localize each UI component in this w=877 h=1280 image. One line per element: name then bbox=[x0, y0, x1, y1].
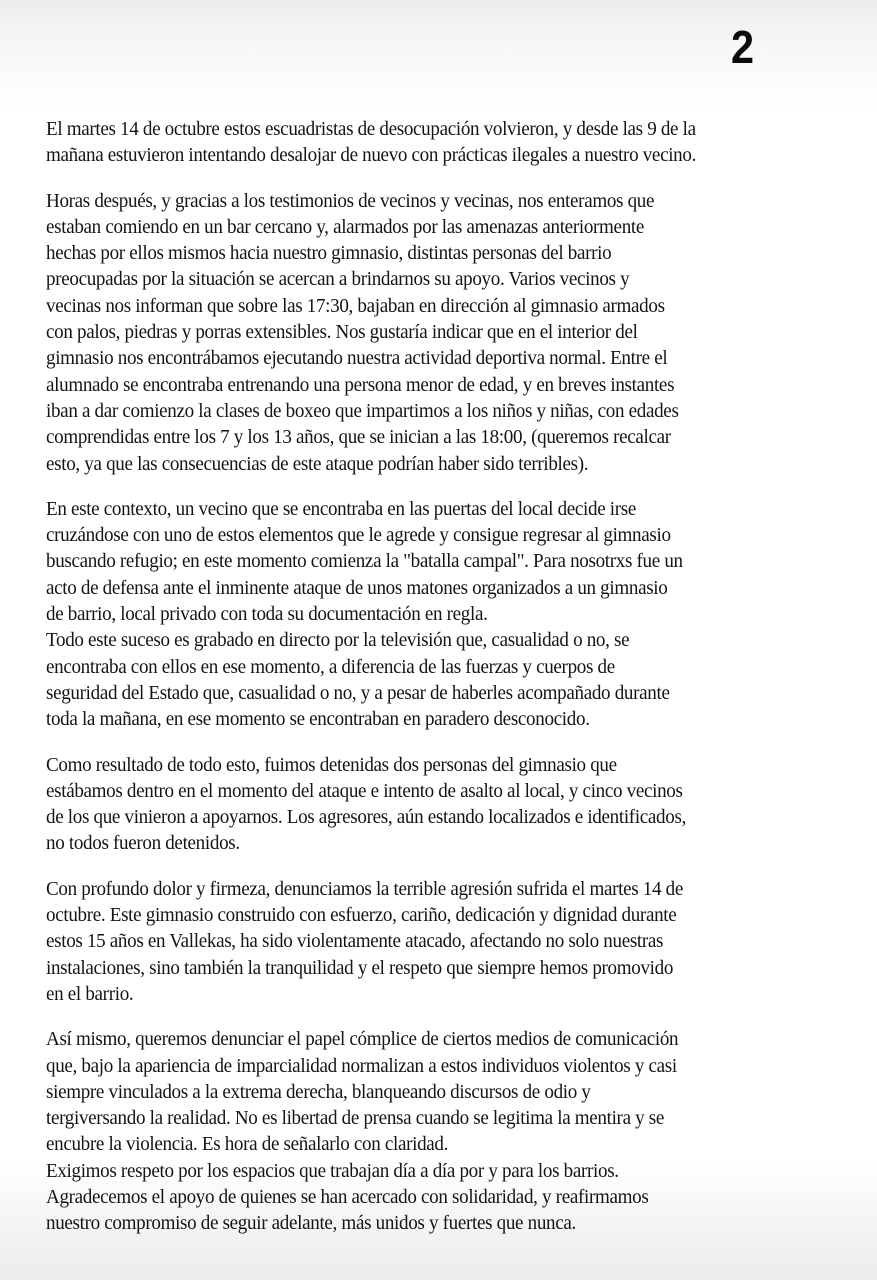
paragraph-result bbox=[46, 752, 846, 857]
text-line: que, bajo la apariencia de imparcialidad normalizan a estos individuos violentos y casi bbox=[46, 1054, 677, 1077]
text-line: buscando refugio; en este momento comienza la "batalla campal". Para nosotrxs fue un bbox=[46, 550, 683, 573]
text-line: Agradecemos el apoyo de quienes se han acercado con solidaridad, y reafirmamos bbox=[46, 1185, 649, 1208]
text-line: Horas después, y gracias a los testimonios de vecinos y vecinas, nos enteramos que bbox=[46, 189, 655, 212]
text-line: Con profundo dolor y firmeza, denunciamos la terrible agresión sufrida el martes 14 de bbox=[46, 877, 683, 900]
text-line: iban a dar comienzo la clases de boxeo que impartimos a los niños y niñas, con edades bbox=[46, 399, 679, 422]
text-line: El martes 14 de octubre estos escuadristas de desocupación volvieron, y desde las 9 de la bbox=[46, 118, 696, 140]
text-line: encubre la violencia. Es hora de señalarlo con claridad. bbox=[46, 1133, 449, 1156]
text-line: octubre. Este gimnasio construido con esfuerzo, cariño, dedicación y dignidad durante bbox=[46, 904, 677, 927]
paragraph-testimonies bbox=[46, 188, 846, 477]
text-line: estaban comiendo en un bar cercano y, alarmados por las amenazas anteriormente bbox=[46, 215, 645, 238]
text-line: En este contexto, un vecino que se encontraba en las puertas del local decide irse bbox=[46, 497, 637, 520]
text-line: estábamos dentro en el momento del ataque e intento de asalto al local, y cinco vecinos bbox=[46, 779, 683, 802]
document-body bbox=[46, 116, 846, 1256]
text-line: siempre vinculados a la extrema derecha, blanqueando discursos de odio y bbox=[46, 1080, 591, 1103]
text-line: gimnasio nos encontrábamos ejecutando nuestra actividad deportiva normal. Entre el bbox=[46, 347, 668, 370]
text-line: preocupadas por la situación se acercan a brindarnos su apoyo. Varios vecinos y bbox=[46, 268, 630, 291]
text-line: de barrio, local privado con toda su documentación en regla. bbox=[46, 603, 488, 626]
text-line: cruzándose con uno de estos elementos que le agrede y consigue regresar al gimnasio bbox=[46, 524, 671, 547]
text-line: toda la mañana, en ese momento se encontraban en paradero desconocido. bbox=[46, 708, 590, 731]
text-line: Todo este suceso es grabado en directo por la televisión que, casualidad o no, se bbox=[46, 629, 630, 652]
paragraph-denounce bbox=[46, 876, 846, 1007]
text-line: con palos, piedras y porras extensibles. Nos gustaría indicar que en el interior del bbox=[46, 321, 638, 344]
text-line: en el barrio. bbox=[46, 982, 134, 1005]
text-line: alumnado se encontraba entrenando una persona menor de edad, y en breves instantes bbox=[46, 373, 675, 396]
text-line: tergiversando la realidad. No es libertad de prensa cuando se legitima la mentira y se bbox=[46, 1107, 665, 1130]
text-line: vecinas nos informan que sobre las 17:30, bajaban en dirección al gimnasio armados bbox=[46, 294, 665, 317]
paragraph-context bbox=[46, 496, 846, 733]
page-number: 2 bbox=[731, 21, 755, 73]
text-line: Exigimos respeto por los espacios que trabajan día a día por y para los barrios. bbox=[46, 1159, 619, 1182]
text-line: Como resultado de todo esto, fuimos detenidas dos personas del gimnasio que bbox=[46, 753, 617, 776]
text-line: seguridad del Estado que, casualidad o no, y a pesar de haberles acompañado durante bbox=[46, 681, 670, 704]
text-line: no todos fueron detenidos. bbox=[46, 832, 240, 855]
text-line: de los que vinieron a apoyarnos. Los agresores, aún estando localizados e identificados, bbox=[46, 806, 687, 829]
text-line: Así mismo, queremos denunciar el papel cómplice de ciertos medios de comunicación bbox=[46, 1028, 679, 1051]
text-line: mañana estuvieron intentando desalojar de nuevo con prácticas ilegales a nuestro vecino. bbox=[46, 144, 697, 167]
paragraph-intro bbox=[46, 116, 846, 169]
text-line: instalaciones, sino también la tranquilidad y el respeto que siempre hemos promovido bbox=[46, 956, 674, 979]
text-line: esto, ya que las consecuencias de este ataque podrían haber sido terribles). bbox=[46, 452, 589, 475]
text-line: comprendidas entre los 7 y los 13 años, que se inician a las 18:00, (queremos recalcar bbox=[46, 426, 671, 449]
text-line: encontraba con ellos en ese momento, a diferencia de las fuerzas y cuerpos de bbox=[46, 655, 615, 678]
text-line: hechas por ellos mismos hacia nuestro gimnasio, distintas personas del barrio bbox=[46, 242, 612, 265]
text-line: nuestro compromiso de seguir adelante, más unidos y fuertes que nunca. bbox=[46, 1212, 576, 1235]
text-line: estos 15 años en Vallekas, ha sido violentamente atacado, afectando no solo nuestras bbox=[46, 930, 664, 953]
text-line: acto de defensa ante el inminente ataque de unos matones organizados a un gimnasio bbox=[46, 576, 668, 599]
paragraph-media bbox=[46, 1026, 846, 1236]
